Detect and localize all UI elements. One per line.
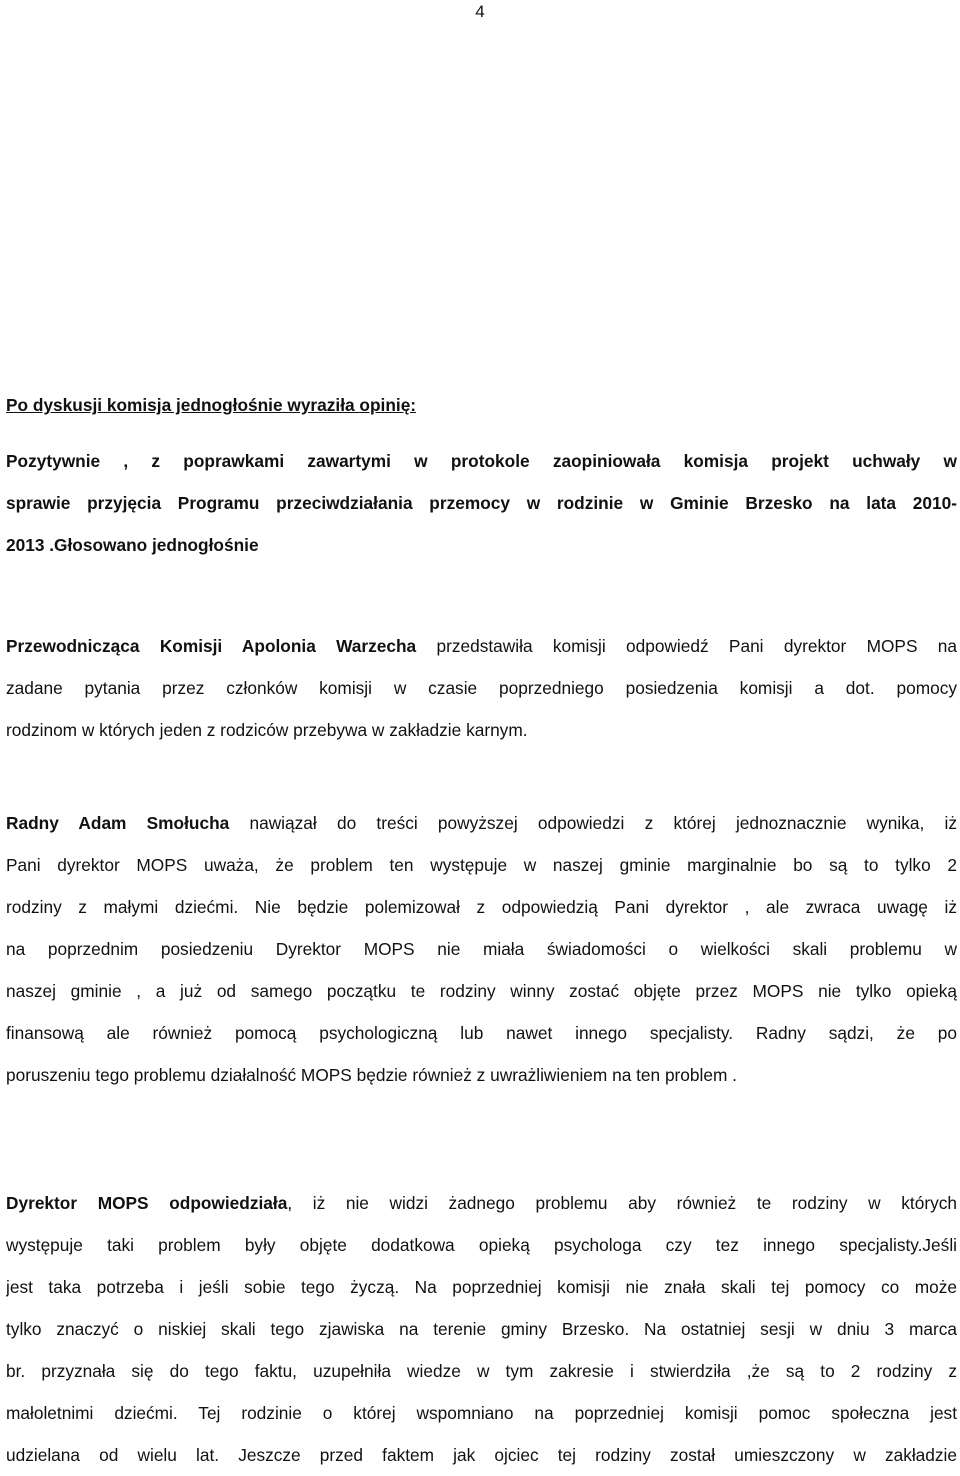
text-line: rodzinom w których jeden z rodziców przebywa w zakładzie karnym. — [6, 720, 528, 740]
text-line — [6, 1182, 957, 1224]
text-line: występuje taki problem były objęte dodatkowa opieką psychologa czy tez innego specjalisty.Jeśli — [6, 1235, 957, 1255]
text-line: na poprzednim posiedzeniu Dyrektor MOPS nie miała świadomości o wielkości skali problemu w — [6, 939, 957, 959]
text-line: tylko znaczyć o niskiej skali tego zjawiska na terenie gminy Brzesko. Na ostatniej sesji w dniu 3 marca — [6, 1319, 957, 1339]
speaker-name: Przewodnicząca Komisji Apolonia Warzecha — [6, 636, 417, 656]
text-fragment: nawiązał do treści powyższej odpowiedzi z której jednoznacznie wynika, iż — [229, 813, 957, 833]
paragraph-resolution-opinion — [6, 440, 957, 566]
text-line: naszej gminie , a już od samego początku te rodziny winny zostać objęte przez MOPS nie tylko opieką — [6, 981, 957, 1001]
text-line — [6, 625, 957, 667]
text-line — [6, 802, 957, 844]
text-line: rodziny z małymi dziećmi. Nie będzie polemizował z odpowiedzią Pani dyrektor , ale zwraca uwagę iż — [6, 897, 957, 917]
text-line: udzielana od wielu lat. Jeszcze przed faktem jak ojciec tej rodziny został umieszczony w zakładzie — [6, 1445, 957, 1465]
text-line: jest taka potrzeba i jeśli sobie tego życzą. Na poprzedniej komisji nie znała skali tej pomocy co może — [6, 1277, 957, 1297]
page-number: 4 — [475, 2, 485, 21]
paragraph-councillor — [6, 802, 957, 1096]
text-line: małoletnimi dziećmi. Tej rodzinie o której wspomniano na poprzedniej komisji pomoc społeczna jest — [6, 1403, 957, 1423]
paragraph-director — [6, 1182, 957, 1476]
section-heading: Po dyskusji komisja jednogłośnie wyraziła opinię: — [6, 395, 417, 415]
text-line: zadane pytania przez członków komisji w czasie poprzedniego posiedzenia komisji a dot. pomocy — [6, 678, 957, 698]
text-line: poruszeniu tego problemu działalność MOPS będzie również z uwrażliwieniem na ten problem . — [6, 1065, 737, 1085]
speaker-name: Dyrektor MOPS odpowiedziała — [6, 1193, 288, 1213]
text-line: 2013 .Głosowano jednogłośnie — [6, 535, 259, 555]
speaker-name: Radny Adam Smołucha — [6, 813, 230, 833]
text-fragment: przedstawiła komisji odpowiedź Pani dyrektor MOPS na — [416, 636, 957, 656]
text-line: br. przyznała się do tego faktu, uzupełniła wiedze w tym zakresie i stwierdziła ,że są to 2 rodziny z — [6, 1361, 957, 1381]
text-line: Pozytywnie , z poprawkami zawartymi w protokole zaopiniowała komisja projekt uchwały w — [6, 451, 957, 471]
text-line: Pani dyrektor MOPS uważa, że problem ten występuje w naszej gminie marginalnie bo są to tylko 2 — [6, 855, 957, 875]
text-fragment: , iż nie widzi żadnego problemu aby również te rodziny w których — [287, 1193, 957, 1213]
paragraph-chairwoman — [6, 625, 957, 751]
text-line: finansową ale również pomocą psychologiczną lub nawet innego specjalisty. Radny sądzi, że po — [6, 1023, 957, 1043]
text-line: sprawie przyjęcia Programu przeciwdziałania przemocy w rodzinie w Gminie Brzesko na lata 2010- — [6, 493, 957, 513]
